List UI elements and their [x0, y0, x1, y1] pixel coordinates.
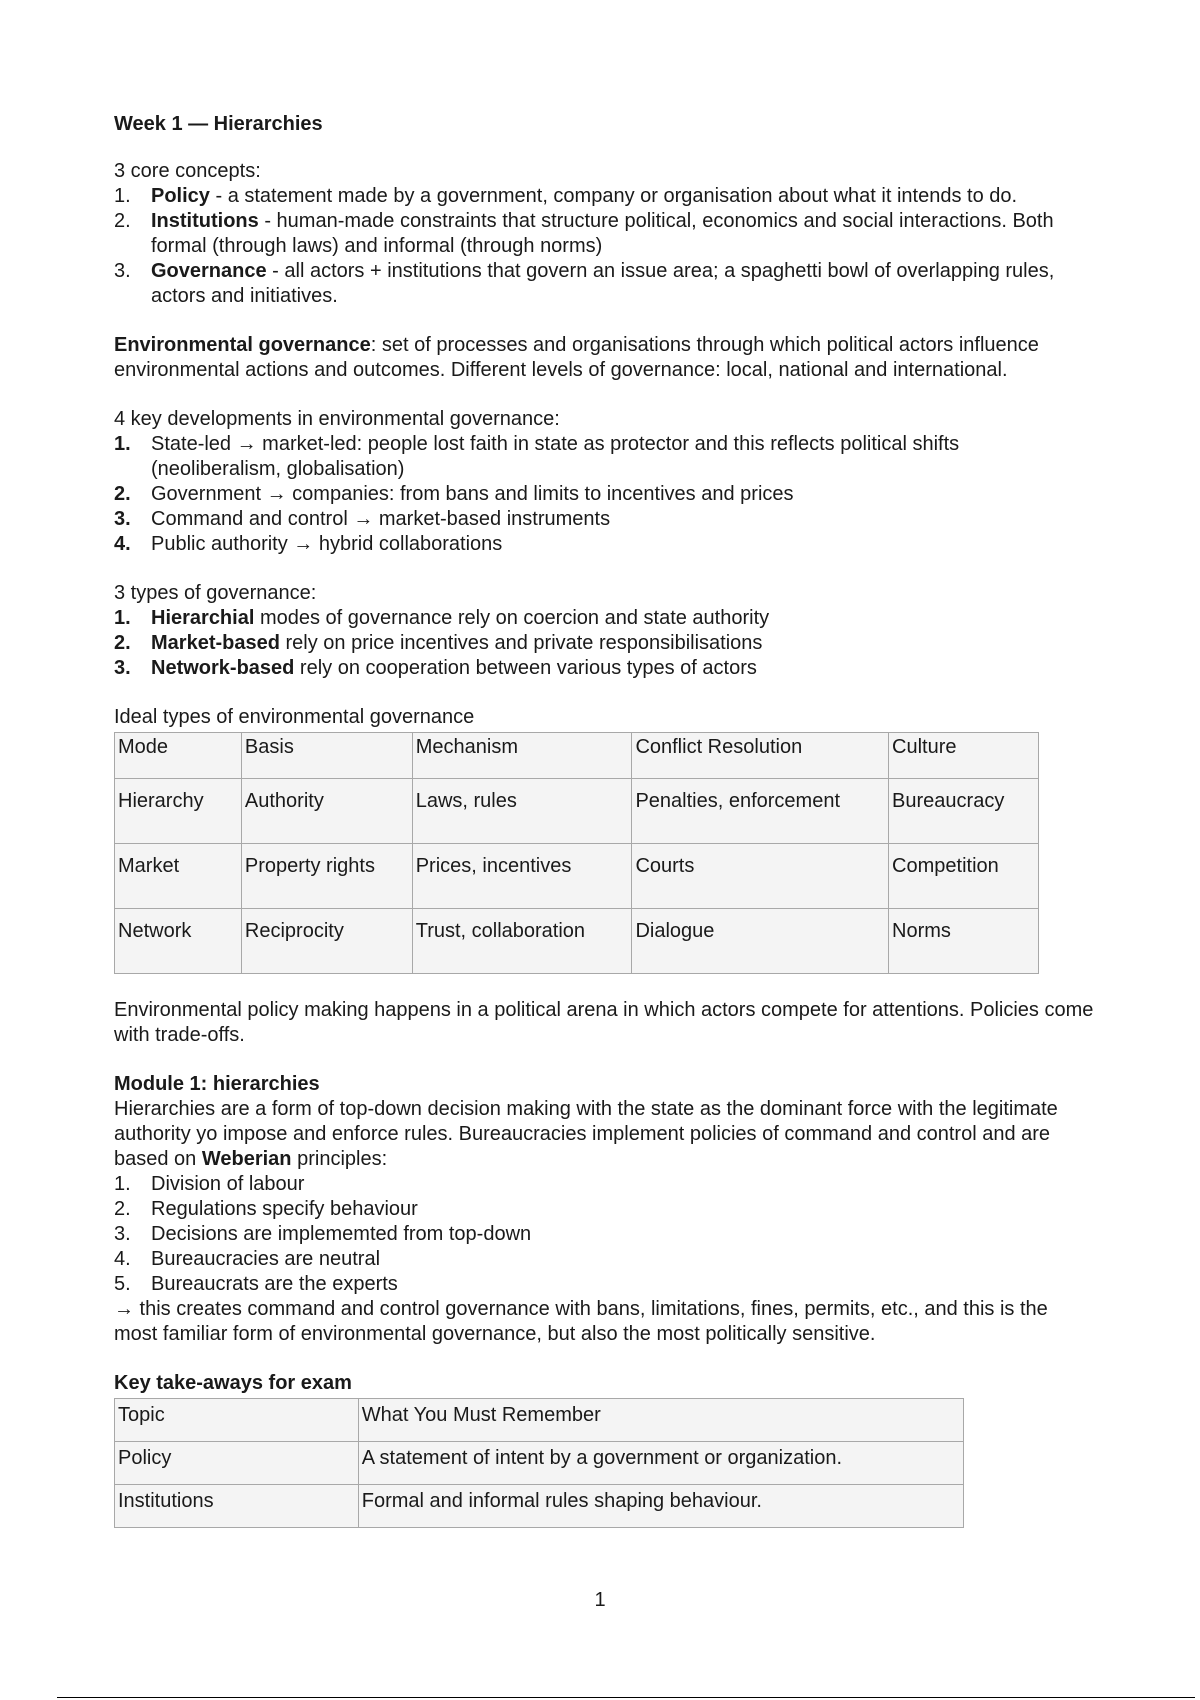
list-item: [114, 432, 1094, 482]
table-header-cell: Topic: [115, 1399, 359, 1442]
list-text: Regulations specify behaviour: [151, 1198, 418, 1220]
list-number: 1.: [114, 185, 131, 207]
list-number: 4.: [114, 533, 131, 555]
table-cell: Dialogue: [632, 909, 889, 974]
core-concepts-list: [114, 184, 1094, 309]
list-text: rely on price incentives and private responsibilisations: [279, 632, 763, 654]
weberian-principles-list: [114, 1172, 1094, 1297]
table-cell: Market: [115, 844, 242, 909]
table-header-cell: Basis: [241, 733, 412, 779]
list-text: Government → companies: from bans and limits to incentives and prices: [151, 483, 794, 505]
list-text: Command and control → market-based instruments: [151, 508, 611, 530]
page-number: 1: [594, 1589, 606, 1611]
takeaways-table: [114, 1398, 964, 1528]
table-header-cell: What You Must Remember: [358, 1399, 963, 1442]
list-number: 5.: [114, 1273, 131, 1295]
takeaways-heading: Key take-aways for exam: [114, 1372, 352, 1394]
table-cell: Formal and informal rules shaping behaviour.: [358, 1485, 963, 1528]
list-text: Public authority → hybrid collaborations: [151, 533, 503, 555]
core-concepts-intro: 3 core concepts:: [114, 160, 261, 182]
table-cell: Laws, rules: [412, 779, 632, 844]
list-number: 2.: [114, 632, 131, 654]
list-text: Division of labour: [151, 1173, 305, 1195]
document-page: [114, 112, 1094, 1528]
module-paragraph: [114, 1097, 1094, 1172]
definition: - a statement made by a government, company or organisation about what it intends to do.: [209, 185, 1018, 207]
list-item: [114, 259, 1094, 309]
table-cell: Courts: [632, 844, 889, 909]
table-cell: Network: [115, 909, 242, 974]
table-header-row: [115, 1399, 964, 1442]
developments-list: [114, 432, 1094, 557]
definition: - all actors + institutions that govern an issue area; a spaghetti bowl of overlapping rules, actors and initiatives.: [151, 260, 1055, 307]
table-row: [115, 1442, 964, 1485]
list-item: [114, 184, 1094, 209]
table-cell: Authority: [241, 779, 412, 844]
list-number: 2.: [114, 1198, 131, 1220]
list-text: rely on cooperation between various types of actors: [294, 657, 757, 679]
term: Environmental governance: [114, 334, 371, 356]
list-item: [114, 1247, 1094, 1272]
table-cell: Norms: [889, 909, 1039, 974]
table-header-row: [115, 733, 1039, 779]
term: Weberian: [201, 1148, 292, 1170]
table-cell: Property rights: [241, 844, 412, 909]
list-number: 3.: [114, 657, 131, 679]
term: Institutions: [151, 210, 259, 232]
list-item: [114, 606, 1094, 631]
table-header-cell: Mechanism: [412, 733, 632, 779]
list-number: 4.: [114, 1248, 131, 1270]
list-item: [114, 482, 1094, 507]
module-conclusion: → this creates command and control governance with bans, limitations, fines, permits, etc., and this is the most familiar form of environmental governance, but also the most politically sensitive.: [114, 1298, 1048, 1345]
list-number: 3.: [114, 1223, 131, 1245]
term: Governance: [151, 260, 267, 282]
module-heading: Module 1: hierarchies: [114, 1073, 320, 1095]
table-row: [115, 1485, 964, 1528]
table-cell: Institutions: [115, 1485, 359, 1528]
types-intro: 3 types of governance:: [114, 582, 317, 604]
table-cell: Penalties, enforcement: [632, 779, 889, 844]
table-row: [115, 909, 1039, 974]
table-header-cell: Conflict Resolution: [632, 733, 889, 779]
list-number: 1.: [114, 433, 131, 455]
table-cell: Trust, collaboration: [412, 909, 632, 974]
term: Hierarchial: [151, 607, 255, 629]
list-text: Bureaucracies are neutral: [151, 1248, 381, 1270]
table-cell: Policy: [115, 1442, 359, 1485]
list-number: 1.: [114, 607, 131, 629]
list-item: [114, 656, 1094, 681]
list-item: [114, 532, 1094, 557]
policy-paragraph: Environmental policy making happens in a political arena in which actors compete for attentions. Policies come with trade-offs.: [114, 999, 1094, 1046]
term: Market-based: [151, 632, 280, 654]
table-cell: Competition: [889, 844, 1039, 909]
list-text: Decisions are implememted from top-down: [151, 1223, 532, 1245]
list-item: [114, 631, 1094, 656]
developments-intro: 4 key developments in environmental governance:: [114, 408, 560, 430]
list-item: [114, 1172, 1094, 1197]
table-cell: Prices, incentives: [412, 844, 632, 909]
paragraph-text: principles:: [291, 1148, 388, 1170]
list-text: modes of governance rely on coercion and state authority: [254, 607, 770, 629]
list-item: [114, 507, 1094, 532]
ideal-types-caption: Ideal types of environmental governance: [114, 706, 475, 728]
list-number: 2.: [114, 210, 131, 232]
term: Network-based: [151, 657, 295, 679]
table-row: [115, 844, 1039, 909]
list-number: 3.: [114, 260, 131, 282]
definition: : set of processes and organisations through which political actors influence environmental actions and outcomes. Different levels of governance: local, national and international.: [114, 334, 1039, 381]
footer-divider: [57, 1697, 1195, 1698]
list-text: Bureaucrats are the experts: [151, 1273, 398, 1295]
types-list: [114, 606, 1094, 681]
definition: - human-made constraints that structure political, economics and social interactions. Both formal (through laws) and informal (through norms): [151, 210, 1054, 257]
table-header-cell: Culture: [889, 733, 1039, 779]
list-item: [114, 1272, 1094, 1297]
ideal-types-table: [114, 732, 1039, 974]
list-item: [114, 1222, 1094, 1247]
list-number: 2.: [114, 483, 131, 505]
term: Policy: [151, 185, 210, 207]
table-cell: Bureaucracy: [889, 779, 1039, 844]
table-cell: Hierarchy: [115, 779, 242, 844]
list-text: State-led → market-led: people lost faith in state as protector and this reflects political shifts (neoliberalism, globalisation): [151, 433, 960, 480]
list-item: [114, 1197, 1094, 1222]
table-row: [115, 779, 1039, 844]
list-number: 3.: [114, 508, 131, 530]
table-header-cell: Mode: [115, 733, 242, 779]
page-title: Week 1 — Hierarchies: [114, 113, 323, 135]
table-cell: A statement of intent by a government or organization.: [358, 1442, 963, 1485]
env-governance-paragraph: [114, 333, 1094, 383]
paragraph-text: Hierarchies are a form of top-down decision making with the state as the dominant force with the legitimate authority yo impose and enforce rules. Bureaucracies implement policies of command and control and are based on: [114, 1098, 1058, 1170]
list-number: 1.: [114, 1173, 131, 1195]
table-cell: Reciprocity: [241, 909, 412, 974]
list-item: [114, 209, 1094, 259]
